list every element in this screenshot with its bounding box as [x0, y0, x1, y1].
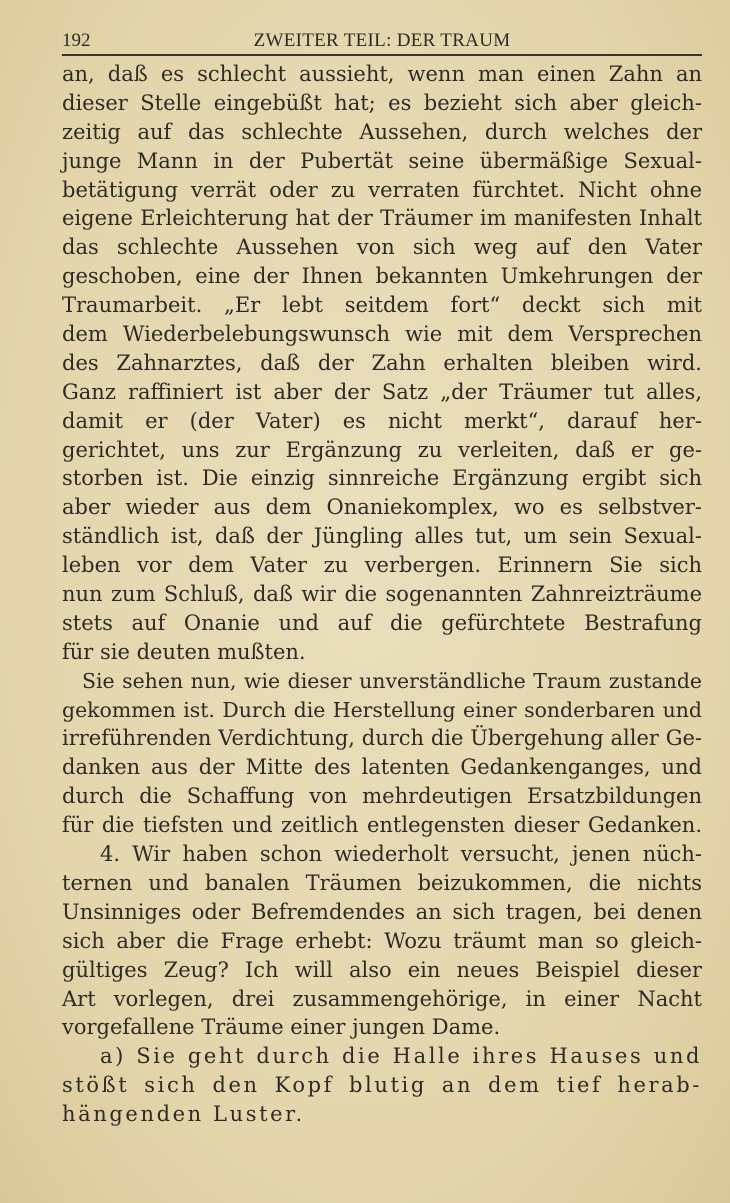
text-line: durch die Schaffung von mehrdeutigen Ersatzbildungen: [62, 784, 702, 809]
text-line: ständlich ist, daß der Jüngling alles tut, um sein Sexual-: [62, 524, 702, 549]
text-line: eigene Erleichterung hat der Träumer im manifesten Inhalt: [62, 206, 702, 231]
text-line: zeitig auf das schlechte Aussehen, durch welches der: [62, 119, 702, 144]
text-line: gekommen ist. Durch die Herstellung einer sonderbaren und: [62, 697, 702, 722]
paragraph-end-line: vorgefallene Träume einer jungen Dame.: [62, 1015, 501, 1040]
text-line: für die tiefsten und zeitlich entlegensten dieser Gedanken.: [62, 813, 702, 838]
paragraph-start-line: Sie sehen nun, wie dieser unverständliche Traum zustande: [82, 668, 702, 693]
text-line: geschoben, eine der Ihnen bekannten Umkehrungen der: [62, 264, 702, 289]
text-line: stets auf Onanie und auf die gefürchtete Bestrafung: [62, 610, 702, 635]
dream-line: a) Sie geht durch die Halle ihres Hauses und: [100, 1044, 702, 1069]
text-line: junge Mann in der Pubertät seine übermäßige Sexual-: [62, 148, 702, 173]
text-line: gerichtet, uns zur Ergänzung zu verleiten, daß er ge-: [62, 437, 702, 462]
dream-line: hängenden Luster.: [62, 1102, 305, 1127]
text-line: dem Wiederbelebungswunsch wie mit dem Versprechen: [62, 322, 702, 347]
text-line: leben vor dem Vater zu verbergen. Erinnern Sie sich: [62, 553, 702, 578]
text-line: aber wieder aus dem Onaniekomplex, wo es selbstver-: [62, 495, 702, 520]
text-line: Traumarbeit. „Er lebt seitdem fort“ deckt sich mit: [62, 293, 702, 318]
page-header: [62, 28, 702, 54]
text-line: ternen und banalen Träumen beizukommen, die nichts: [62, 870, 702, 895]
text-line: das schlechte Aussehen von sich weg auf den Vater: [62, 235, 702, 260]
text-line: an, daß es schlecht aussieht, wenn man einen Zahn an: [62, 62, 702, 86]
running-head: ZWEITER TEIL: DER TRAUM: [253, 30, 511, 51]
book-page: [62, 28, 702, 1129]
dream-line: stößt sich den Kopf blutig an dem tief herab-: [62, 1073, 702, 1098]
text-line: nun zum Schluß, daß wir die sogenannten Zahnreizträume: [62, 582, 702, 607]
text-line: dieser Stelle eingebüßt hat; es bezieht sich aber gleich-: [62, 90, 702, 115]
paragraph-end-line: für sie deuten mußten.: [62, 639, 306, 664]
text-line: gültiges Zeug? Ich will also ein neues Beispiel dieser: [62, 957, 702, 982]
text-line: irreführenden Verdichtung, durch die Übergehung aller Ge-: [62, 726, 702, 751]
text-line: des Zahnarztes, daß der Zahn erhalten bleiben wird.: [62, 350, 702, 375]
text-line: sich aber die Frage erhebt: Wozu träumt man so gleich-: [62, 928, 702, 953]
text-line: Art vorlegen, drei zusammengehörige, in einer Nacht: [62, 986, 702, 1011]
page-number: 192: [62, 30, 91, 51]
text-line: danken aus der Mitte des latenten Gedankenganges, und: [62, 755, 702, 780]
text-line: Unsinniges oder Befremdendes an sich tragen, bei denen: [62, 899, 702, 924]
text-line: damit er (der Vater) es nicht merkt“, darauf her-: [62, 408, 702, 433]
text-line: betätigung verrät oder zu verraten fürchtet. Nicht ohne: [62, 177, 702, 202]
text-line: Ganz raffiniert ist aber der Satz „der Träumer tut alles,: [62, 379, 702, 404]
header-rule: [62, 54, 702, 56]
paragraph-start-line: 4. Wir haben schon wiederholt versucht, jenen nüch-: [100, 842, 702, 867]
text-line: storben ist. Die einzig sinnreiche Ergänzung ergibt sich: [62, 466, 702, 491]
body-text: [62, 60, 702, 1129]
